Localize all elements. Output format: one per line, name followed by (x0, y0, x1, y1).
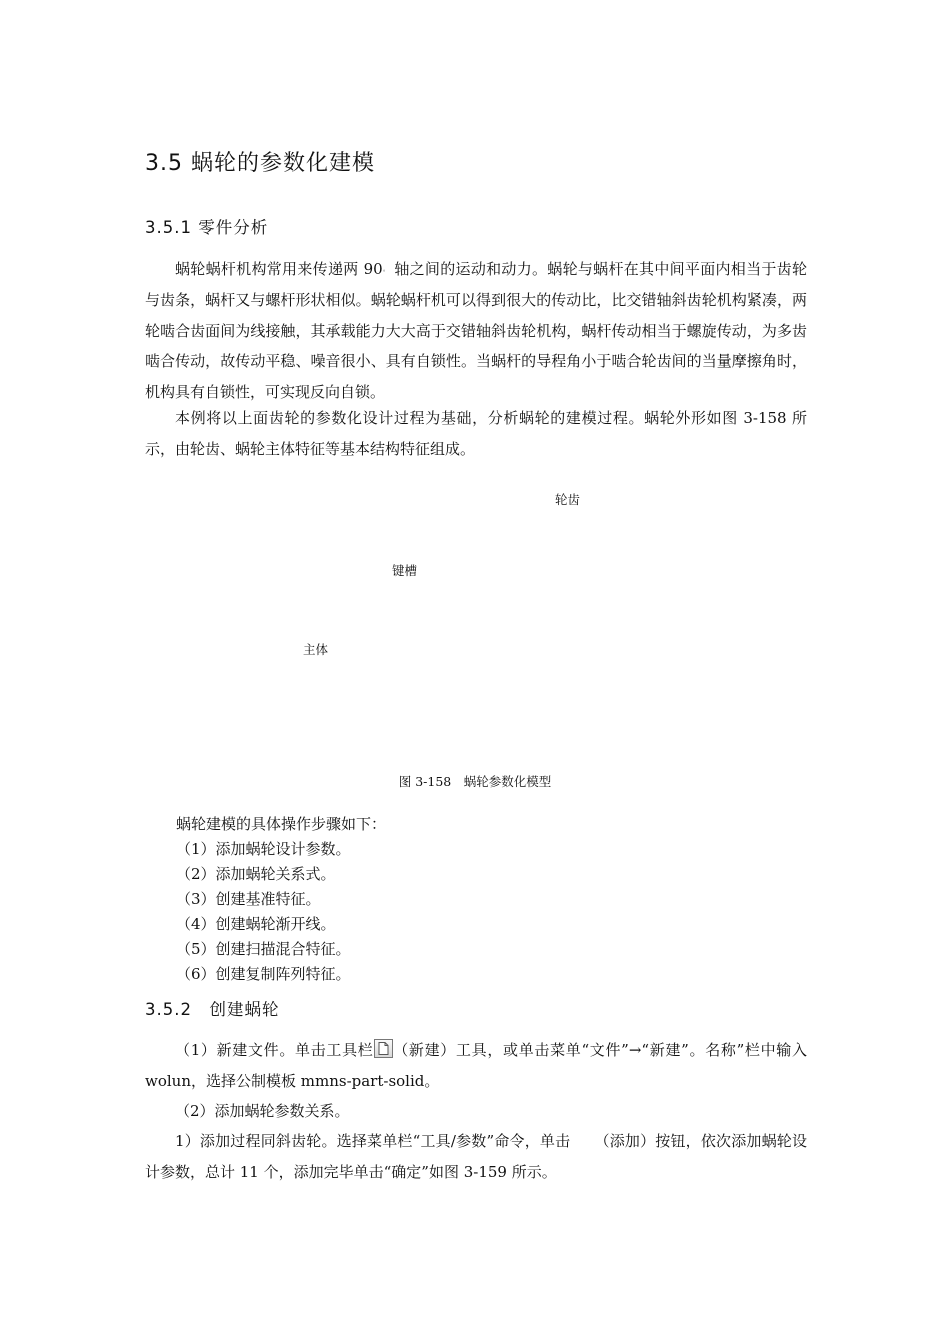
steps-list (176, 812, 386, 987)
paragraph-worm-gear-intro (145, 254, 807, 407)
list-item: （6）创建复制阵列特征。 (176, 965, 351, 983)
paragraph-text-rest: （新建）工具，或单击菜单“文件”→“新建”。名称”栏中输入 wolun，选择公制模板 mmns-part-solid。 (145, 1041, 807, 1090)
steps-intro: 蜗轮建模的具体操作步骤如下： (176, 815, 387, 833)
figure-label-body: 主体 (303, 642, 329, 657)
subsection-heading-create-worm-gear: 3.5.2 创建蜗轮 (145, 1000, 280, 1019)
figure-caption: 图 3-158 蜗轮参数化模型 (398, 774, 552, 789)
figure-label-teeth: 轮齿 (555, 492, 581, 507)
section-heading: 3.5 蜗轮的参数化建模 (145, 151, 375, 176)
list-item: （2）添加蜗轮关系式。 (176, 865, 336, 883)
paragraph-text-rest: （添加）按钮，依次添加蜗轮设计参数，总计 11 个，添加完毕单击“确定”如图 3-159 所示。 (145, 1132, 807, 1181)
paragraph-new-file (145, 1035, 807, 1096)
paragraph-text-start: 1）添加过程同斜齿轮。选择菜单栏“工具/参数”命令，单击 (175, 1132, 571, 1150)
list-item: （3）创建基准特征。 (176, 890, 321, 908)
new-file-icon (374, 1039, 393, 1058)
paragraph-text-start: 蜗轮蜗杆机构常用来传递两 90 (175, 260, 383, 278)
paragraph-add-parameters (145, 1126, 807, 1187)
list-item: （5）创建扫描混合特征。 (176, 940, 351, 958)
paragraph-text-start: （1）新建文件。单击工具栏 (175, 1041, 374, 1059)
figure-label-keyway: 键槽 (392, 563, 418, 578)
subsection-heading-part-analysis: 3.5.1 零件分析 (145, 218, 269, 237)
list-item: （4）创建蜗轮渐开线。 (176, 915, 336, 933)
paragraph-modeling-overview: 本例将以上面齿轮的参数化设计过程为基础，分析蜗轮的建模过程。蜗轮外形如图 3-158 所示，由轮齿、蜗轮主体特征等基本结构特征组成。 (145, 409, 807, 458)
degree-mark: 。 (382, 265, 390, 273)
paragraph-text-rest: 轴之间的运动和动力。蜗轮与蜗杆在其中间平面内相当于齿轮与齿条，蜗杆又与螺杆形状相似。蜗轮蜗杆机可以得到很大的传动比，比交错轴斜齿轮机构紧凑，两轮啮合齿面间为线接触，其承载能力大大高于交错轴斜齿轮机构，蜗杆传动相当于螺旋传动，为多齿啮合传动，故传动平稳、噪音很小、具有自锁性。当蜗杆的导程角小于啮合轮齿间的当量摩擦角时，机构具有自锁性，可实现反向自锁。 (145, 260, 807, 401)
paragraph-add-relations: （2）添加蜗轮参数关系。 (175, 1102, 350, 1120)
list-item: （1）添加蜗轮设计参数。 (176, 840, 351, 858)
